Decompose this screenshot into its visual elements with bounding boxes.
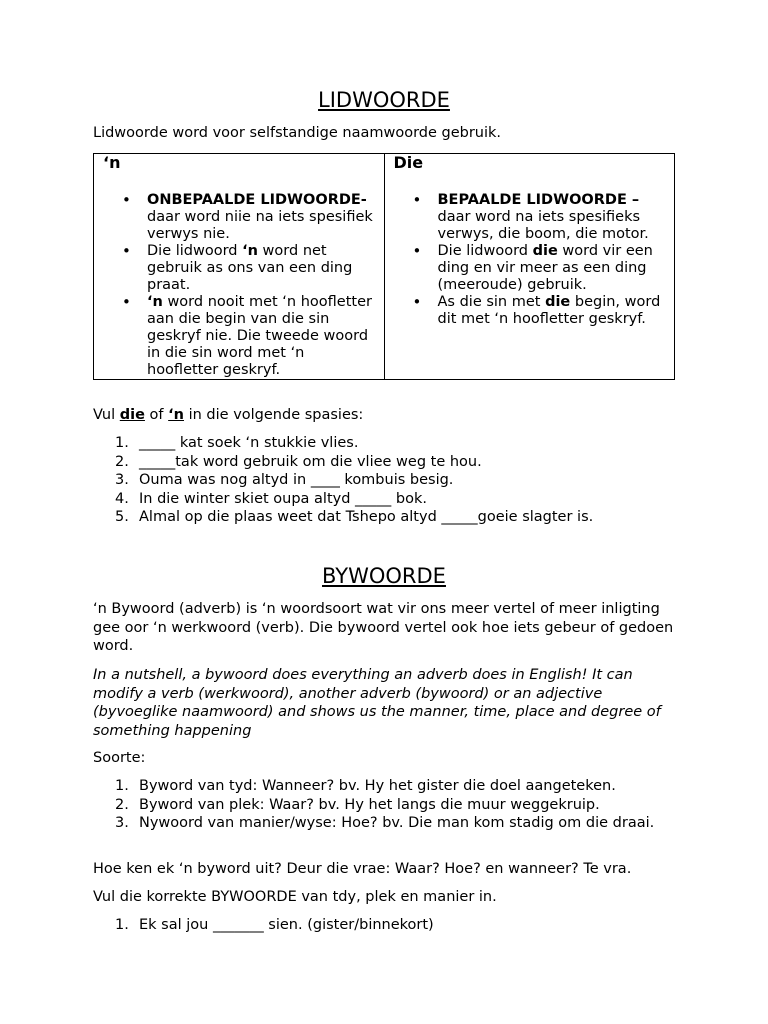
indefinite-bullet-3: • ‘n word nooit met ‘n hoofletter aan die begin van die sin geskryf nie. Die tweede woord in die sin word met ‘n hoofletter geskryf. [147,294,376,379]
indefinite-bullet-1: • ONBEPAALDE LIDWOORDE- daar word niie na iets spesifiek verwys nie. [147,192,376,243]
bywoorde-intro: ‘n Bywoord (adverb) is ‘n woordsoort wat vir ons meer vertel of meer inligting gee oor ‘n werkwoord (verb). Die bywoord vertel ook hoe iets gebeur of gedoen word. [93,601,674,654]
lidwoorde-exercise-instruction: Vul die of ‘n in die volgende spasies: [93,407,364,423]
list-item: 3. Nywoord van manier/wyse: Hoe? bv. Die man kom stadig om die draai. [115,815,655,831]
definite-column [384,154,675,380]
lidwoorde-exercise-list [93,434,693,527]
list-item: 1. _____ kat soek ‘n stukkie vlies. [115,435,359,451]
bywoorde-exercise-list [93,916,693,935]
list-item: 4. In die winter skiet oupa altyd _____ bok. [115,490,427,507]
bywoorde-english-note: In a nutshell, a bywoord does everything an adverb does in English! It can modify a verb (werkwoord), another adverb (bywoord) or an adjective (byvoeglike naamwoord) and shows us the manner, time, place and degree of something happening [93,667,661,739]
list-item: 3. Ouma was nog altyd in ____ kombuis besig. [115,472,454,488]
list-item: 2. Byword van plek: Waar? bv. Hy het langs die muur weggekruip. [115,796,600,813]
bywoorde-question: Hoe ken ek ‘n byword uit? Deur die vrae: Waar? Hoe? en wanneer? Te vra. [93,861,632,877]
list-item: 1. Ek sal jou _______ sien. (gister/binnekort) [115,917,434,933]
bywoorde-title: BYWOORDE [322,564,446,588]
bywoorde-soorte-list [93,777,693,833]
definite-bullet-1: • BEPAALDE LIDWOORDE – daar word na iets spesifieks verwys, die boom, die motor. [438,192,667,243]
indefinite-column [94,154,385,380]
lidwoorde-table [93,153,675,380]
definite-bullet-3: • As die sin met die begin, word dit met ‘n hoofletter geskryf. [438,294,667,328]
list-item: 1. Byword van tyd: Wanneer? bv. Hy het gister die doel aangeteken. [115,778,616,794]
lidwoorde-intro: Lidwoorde word voor selfstandige naamwoorde gebruik. [93,125,502,141]
list-item: 2. _____tak word gebruik om die vliee weg te hou. [115,453,482,470]
bywoorde-soorte-label: Soorte: [93,750,146,766]
indefinite-header: ‘n [103,153,121,172]
definite-bullet-2: • Die lidwoord die word vir een ding en vir meer as een ding (meeroude) gebruik. [438,243,667,294]
bywoorde-instruction: Vul die korrekte BYWOORDE van tdy, plek en manier in. [93,889,497,905]
definite-header: Die [393,153,424,172]
list-item: 5. Almal op die plaas weet dat Tshepo altyd _____goeie slagter is. [115,509,594,525]
indefinite-bullet-2: • Die lidwoord ‘n word net gebruik as ons van een ding praat. [147,243,376,294]
lidwoorde-title: LIDWOORDE [318,88,450,112]
